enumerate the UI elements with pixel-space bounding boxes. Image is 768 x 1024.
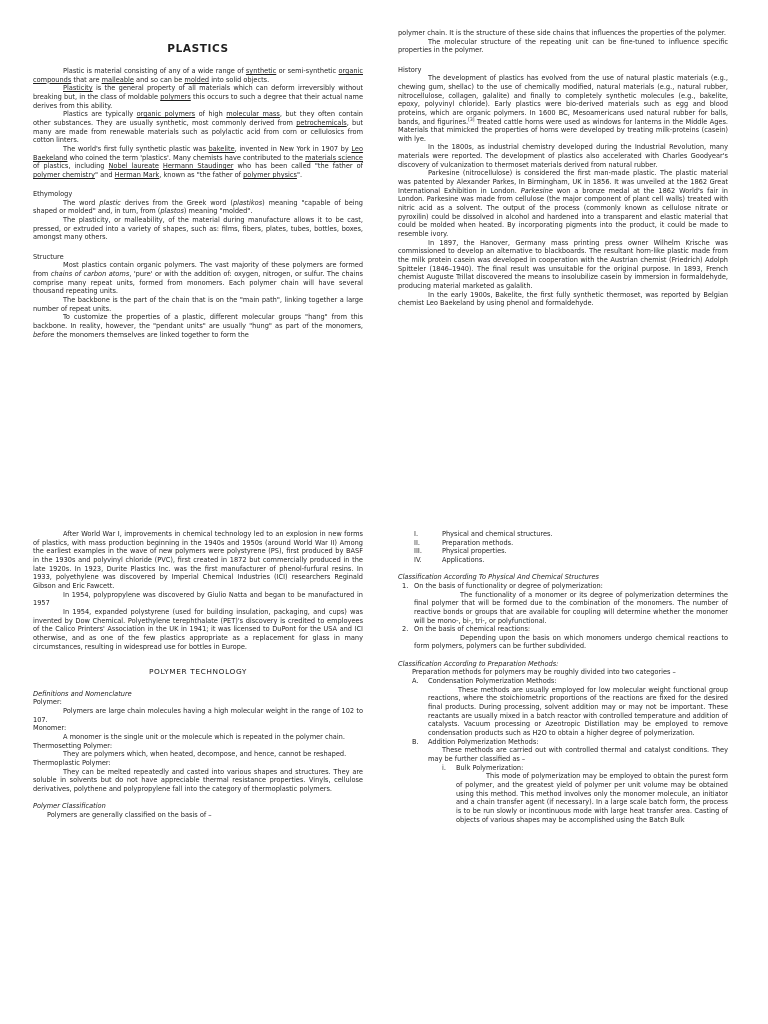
section-heading-polymer-technology: POLYMER TECHNOLOGY — [148, 667, 248, 677]
preparation-heading: Classification According to Preparation Methods: — [398, 659, 559, 668]
list-item: I. Physical and chemical structures. — [414, 530, 553, 538]
section-heading-history: History — [398, 65, 422, 74]
history-paragraph-3: Parkesine (nitrocellulose) is considered the first man-made plastic. The plastic material was patented by Alexander Parkes, In Birmingham, UK in 1856. It was unveiled at the 1862 Great International Exhibition in London. Parkesine won a bronze medal at the 1862 World's fair in London. Parkesine was made from cellulose (the major component of plant cell walls) treated with nitric acid as a solvent. The output of the process (commonly known as cellulose nitrate or pyroxilin) could be dissolved in alcohol and hardened into a transparent and elastic material that could be molded when heated. By incorporating pigments into the product, it could be made to resemble ivory. — [398, 169, 728, 239]
structure-paragraph-3: To customize the properties of a plastic, different molecular groups "hang" from this backbone. In reality, however, the "pendant units" are usually "hung" as part of the monomers, before the monomers themselves are linked together to form the — [33, 313, 363, 339]
link-plasticity[interactable]: Plasticity — [63, 84, 93, 93]
link-petrochemicals[interactable]: petrochemicals — [296, 118, 347, 127]
classification-intro: Polymers are generally classified on the basis of – — [47, 810, 212, 819]
link-herman-mark[interactable]: Herman Mark — [114, 170, 160, 179]
column-top-right — [398, 29, 728, 308]
physical-chemical-heading: Classification According To Physical And Chemical Structures — [398, 573, 599, 582]
link-organic[interactable]: organic — [338, 67, 363, 75]
history-paragraph-5: In the early 1900s, Bakelite, the first fully synthetic thermoset, was reported by Belgian chemist Leo Baekeland by using phenol and formaldehyde. — [398, 290, 728, 308]
history-paragraph-7: In 1954, polypropylene was discovered by Giulio Natta and began to be manufactured in 1957 — [33, 590, 363, 608]
definition-thermoplastic-polymer: They can be melted repeatedly and casted into various shapes and structures. They are soluble in solvents but do not have appreciable thermal resistance properties. Vinyls, cellulose derivatives, polythene and polypropylene fall into the category of thermoplastic polymers. — [33, 767, 363, 793]
section-heading-structure: Structure — [33, 252, 64, 261]
link-polymer-physics[interactable]: polymer physics — [243, 170, 297, 179]
definitions-heading: Definitions and Nomenclature — [33, 689, 132, 698]
classification-heading: Polymer Classification — [33, 802, 106, 811]
citation-3[interactable]: [3] — [468, 117, 475, 123]
ethymology-paragraph-1: The word plastic derives from the Greek word (plastikos) meaning "capable of being shaped or molded" and, in turn, from (plastos) meaning "molded". — [33, 198, 363, 216]
ethymology-paragraph-2: The plasticity, or malleability, of the material during manufacture allows it to be cast, pressed, or extruded into a variety of shapes, such as: films, fibers, plates, tubes, bottles, boxes, amongst many others. — [33, 216, 363, 242]
list-item: 2. On the basis of chemical reactions: — [402, 625, 531, 634]
link-synthetic[interactable]: synthetic — [245, 67, 277, 75]
chemical-reactions-body: Depending upon the basis on which monomers undergo chemical reactions to form polymers, polymers can be further subdivided. — [414, 633, 728, 651]
link-compounds[interactable]: compounds — [33, 75, 72, 84]
addition-body: These methods are carried out with controlled thermal and catalyst conditions. They may be further classified as – — [428, 746, 728, 763]
list-item: IV. Applications. — [414, 555, 485, 564]
definition-monomer: A monomer is the single unit or the molecule which is repeated in the polymer chain. — [63, 732, 345, 741]
link-materials-science[interactable]: materials science — [305, 153, 363, 162]
column-top-left — [33, 41, 363, 339]
link-polymer-chemistry[interactable]: polymer chemistry — [33, 170, 95, 179]
functionality-body: The functionality of a monomer or its degree of polymerization determines the final polymer that will be formed due to the combination of the monomers. The number of reactive bonds or groups that are available for coupling will determine whether the monomer will be mono-, bi-, tri-, or polyfunctional. — [414, 590, 728, 625]
link-molded[interactable]: molded — [184, 75, 210, 84]
history-paragraph-8: In 1954, expanded polystyrene (used for building insulation, packaging, and cups) was invented by Dow Chemical. Polyethylene terephthalate (PET)'s discovery is credited to employees of the Calico Printers' Association in the UK in 1941; it was licensed to DuPont for the USA and ICI otherwise, and as one of the few plastics appropriate as a replacement for glass in many circumstances, resulting in widespread use for bottles in Europe. — [33, 607, 363, 651]
plasticity-paragraph: Plasticity is the general property of all materials which can deform irreversibly without breaking but, in the class of moldable polymers this occurs to such a degree that their actual name derives from this ability. — [33, 84, 364, 110]
term-thermoplastic-polymer: Thermoplastic Polymer: — [33, 758, 111, 767]
list-item: 1. On the basis of functionality or degree of polymerization: — [402, 581, 603, 590]
intro-paragraph: Plastic is material consisting of any of a wide range of synthetic or semi-synthetic organic compounds that are malleable and so can be molded into solid objects. — [33, 67, 363, 84]
link-polymers[interactable]: polymers — [160, 92, 191, 101]
definition-thermosetting-polymer: They are polymers which, when heated, decompose, and hence, cannot be reshaped. — [63, 750, 347, 759]
history-paragraph-4: In 1897, the Hanover, Germany mass printing press owner Wilhelm Krische was commissioned to develop an alternative to blackboards. The resultant horn-like plastic made from the milk protein casein was developed in cooperation with the Austrian chemist (Friedrich) Adolph Spitteler (1846–1940). The final result was unsuitable for the original purpose. In 1893, French chemist Auguste Trillat discovered the means to insolubilize casein by immersion in formaldehyde, producing material marketed as galalith. — [398, 238, 728, 290]
first-synthetic-paragraph: The world's first fully synthetic plastic was bakelite, invented in New York in 1907 by Leo Baekeland who coined the term 'plastics'. Many chemists have contributed to the materials science of plastics, including Nobel laureate Hermann Staudinger who has been called "the father of polymer chemistry" and Herman Mark, known as "the father of polymer physics". — [33, 144, 364, 179]
link-nobel-laureate[interactable]: Nobel laureate — [108, 162, 159, 171]
history-paragraph-1: The development of plastics has evolved from the use of natural plastic materials (e.g., chewing gum, shellac) to the use of chemically modified, natural materials (e.g., natural rubber, nitrocellulose, collagen, galalite) and finally to completely synthetic molecules (e.g., bakelite, epoxy, polyvinyl chloride). Early plastics were bio-derived materials such as egg and blood proteins, which are organic polymers. In 1600 BC, Mesoamericans used natural rubber for balls, bands, and figurines.[3] Treated cattle horns were used as windows for lanterns in the Middle Ages. Materials that mimicked the properties of horns were developed by treating milk-proteins (casein) with lye. — [398, 74, 729, 143]
term-polymer: Polymer: — [33, 698, 62, 707]
list-item: III. Physical properties. — [414, 547, 507, 556]
structure-paragraph-3-continued: polymer chain. It is the structure of these side chains that influences the properties of the polymer. — [398, 29, 727, 37]
structure-paragraph-2: The backbone is the part of the chain that is on the "main path", linking together a large number of repeat units. — [33, 295, 363, 313]
column-bottom-right — [398, 530, 728, 824]
link-organic-polymers[interactable]: organic polymers — [136, 110, 196, 119]
column-bottom-left — [33, 530, 363, 819]
link-hermann-staudinger[interactable]: Hermann Staudinger — [162, 162, 234, 171]
list-item: B. Addition Polymerization Methods: — [412, 737, 539, 746]
list-item: A. Condensation Polymerization Methods: — [412, 677, 557, 686]
history-paragraph-6: After World War I, improvements in chemical technology led to an explosion in new forms of plastics, with mass production beginning in the 1940s and 1950s (around World War II) Among the earliest examples in the wave of new polymers were polystyrene (PS), first produced by BASF in the 1930s and polyvinyl chloride (PVC), first created in 1872 but commercially produced in the late 1920s. In 1923, Durite Plastics Inc. was the first manufacturer of phenol-furfural resins. In 1933, polyethylene was discovered by Imperial Chemical Industries (ICI) researchers Reginald Gibson and Eric Fawcett. — [33, 530, 363, 590]
structure-paragraph-1: Most plastics contain organic polymers. The vast majority of these polymers are formed from chains of carbon atoms, 'pure' or with the addition of: oxygen, nitrogen, or sulfur. The chains comprise many repeat units, formed from monomers. Each polymer chain will have several thousand repeating units. — [33, 261, 363, 296]
list-item: II. Preparation methods. — [414, 538, 514, 547]
term-monomer: Monomer: — [33, 724, 67, 733]
section-heading-ethymology: Ethymology — [33, 190, 73, 199]
typical-paragraph: Plastics are typically organic polymers of high molecular mass, but they often contain other substances. They are usually synthetic, most commonly derived from petrochemicals, but many are made from renewable materials such as polylactic acid from corn or cellulosics from cotton linters. — [33, 110, 363, 145]
link-bakelite[interactable]: bakelite — [208, 144, 235, 153]
term-thermosetting-polymer: Thermosetting Polymer: — [33, 741, 113, 750]
link-leo-baekeland[interactable]: Leo Baekeland — [33, 144, 364, 162]
link-molecular-mass[interactable]: molecular mass — [226, 110, 280, 119]
history-paragraph-2: In the 1800s, as industrial chemistry developed during the Industrial Revolution, many materials were reported. The development of plastics also accelerated with Charles Goodyear's discovery of vulcanization to thermoset materials derived from natural rubber. — [398, 143, 728, 169]
bulk-polymerization-body: This mode of polymerization may be employed to obtain the purest form of polymer, and the greatest yield of polymer per unit volume may be obtained using this method. This method involves only the monomer molecule, an initiator and a chain transfer agent (if necessary). In a large scale batch form, the process is to be run slowly or incontinuous mode with large heat transfer area. Casting of objects of various shapes may be accomplished using the Batch Bulk — [456, 772, 728, 824]
link-malleable[interactable]: malleable — [101, 75, 134, 84]
condensation-body: These methods are usually employed for low molecular weight functional group reactions, where the stoichiometric proportions of the reactions are fixed for the desired final products. During processing, solvent addition may or may not be important. These reactants are usually mixed in a batch reactor with controlled temperature and addition of catalysts. Vacuum processing or Azeotropic Distillation may be employed to remove condensation products such as H2O to obtain a higher degree of polymerization. — [428, 685, 728, 737]
page-title: PLASTICS — [167, 43, 229, 55]
definition-polymer: Polymers are large chain molecules having a high molecular weight in the range of 102 to 107. — [33, 706, 363, 724]
structure-paragraph-4: The molecular structure of the repeating unit can be fine-tuned to influence specific properties in the polymer. — [398, 37, 728, 55]
list-item: i. Bulk Polymerization: — [442, 763, 524, 772]
preparation-intro: Preparation methods for polymers may be roughly divided into two categories – — [412, 668, 676, 677]
